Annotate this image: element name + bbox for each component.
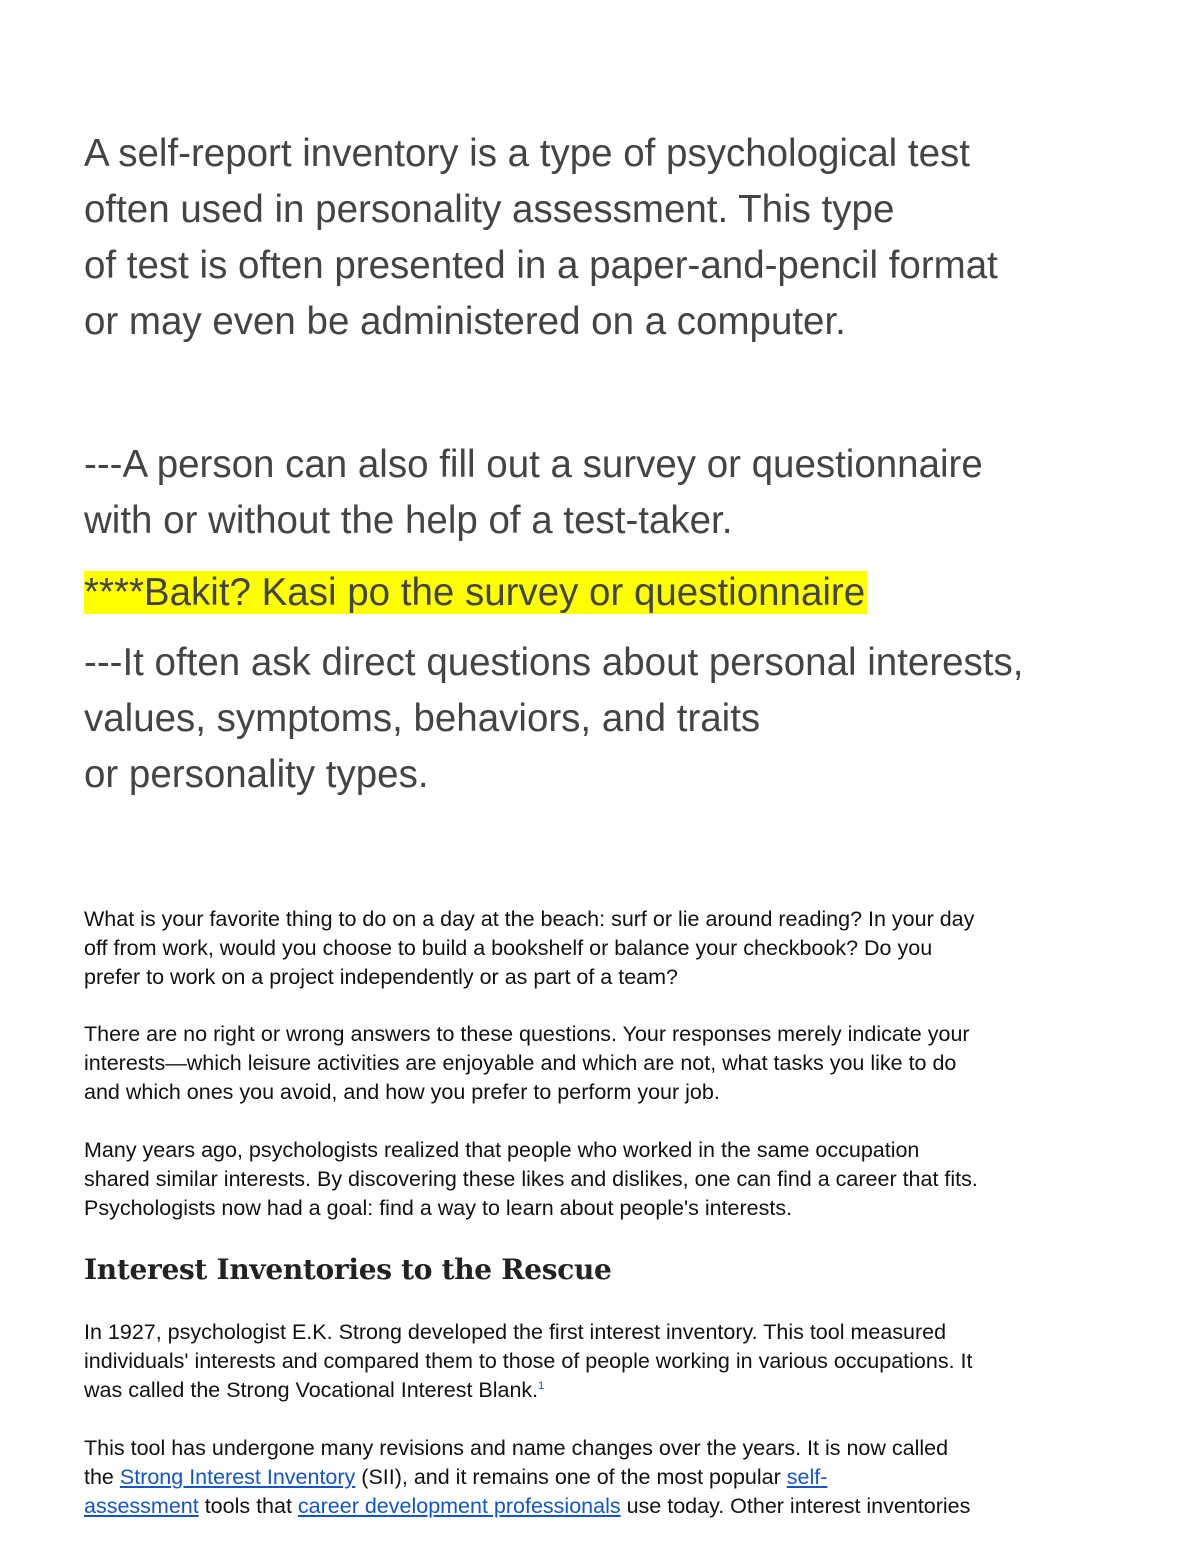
note2-line-2: values, symptoms, behaviors, and traits [84,697,761,740]
intro-line-3: of test is often presented in a paper-and-pencil format [84,244,998,287]
p5-line-3 [84,1492,1164,1521]
note1-line-1: ---A person can also fill out a survey or questionnaire [84,443,983,486]
p5-line-1: This tool has undergone many revisions and name changes over the years. It is now called [84,1436,949,1460]
p5-line-2 [84,1463,1164,1492]
self-assessment-link-part2[interactable]: assessment [84,1494,199,1518]
p5-text: use today. Other interest inventories [620,1494,971,1518]
intro-line-4: or may even be administered on a computer. [84,300,846,343]
note2-line-3: or personality types. [84,753,429,796]
p1-line-2: off from work, would you choose to build a bookshelf or balance your checkbook? Do you [84,936,933,960]
p4-line-3 [84,1376,1164,1405]
p3-line-3: Psychologists now had a goal: find a way to learn about people's interests. [84,1196,793,1220]
p1-line-1: What is your favorite thing to do on a day at the beach: surf or lie around reading? In your day [84,907,975,931]
footnote-ref[interactable]: 1 [538,1379,545,1392]
p4-line-2: individuals' interests and compared them to those of people working in various occupations. It [84,1349,973,1373]
section-heading: Interest Inventories to the Rescue [84,1253,612,1286]
p5-text: (SII), and it remains one of the most popular [355,1465,787,1489]
note1-line-2: with or without the help of a test-taker. [84,499,733,542]
p3-line-1: Many years ago, psychologists realized that people who worked in the same occupation [84,1138,920,1162]
intro-line-2: often used in personality assessment. This type [84,188,895,231]
p3-line-2: shared similar interests. By discovering these likes and dislikes, one can find a career that fits. [84,1167,978,1191]
note2-line-1: ---It often ask direct questions about personal interests, [84,641,1024,684]
p2-line-3: and which ones you avoid, and how you prefer to perform your job. [84,1080,720,1104]
intro-line-1: A self-report inventory is a type of psychological test [84,132,970,175]
strong-interest-inventory-link[interactable]: Strong Interest Inventory [119,1465,356,1489]
p2-line-2: interests—which leisure activities are enjoyable and which are not, what tasks you like to do [84,1051,957,1075]
p2-line-1: There are no right or wrong answers to these questions. Your responses merely indicate your [84,1022,970,1046]
p4-line-3-text: was called the Strong Vocational Interest Blank. [84,1378,539,1402]
p5-text: the [84,1465,120,1489]
self-assessment-link-part1[interactable]: self- [786,1465,828,1489]
highlighted-text: ****Bakit? Kasi po the survey or questionnaire [84,571,866,614]
career-development-professionals-link[interactable]: career development professionals [297,1494,621,1518]
p5-text: tools that [198,1494,298,1518]
p4-line-1: In 1927, psychologist E.K. Strong developed the first interest inventory. This tool measured [84,1320,947,1344]
p1-line-3: prefer to work on a project independently or as part of a team? [84,965,678,989]
highlight-line [84,565,867,621]
